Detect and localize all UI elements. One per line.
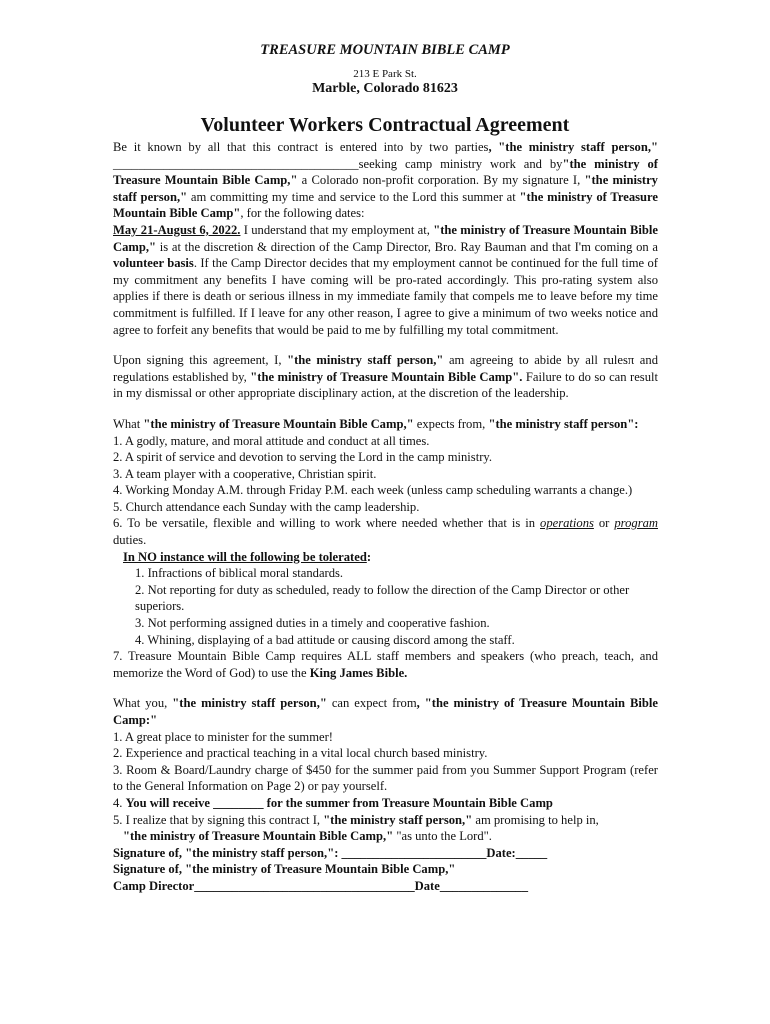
camp-dates: May 21-August 6, 2022. — [113, 222, 241, 237]
contract-body — [113, 139, 658, 895]
provides-heading: What you, "the ministry staff person," can expect from, "the ministry of Treasure Mountain Bible Camp:" — [113, 696, 658, 727]
list-item: 3. A team player with a cooperative, Christian spirit. — [113, 466, 377, 481]
list-item: 1. Infractions of biblical moral standards. — [135, 566, 344, 581]
list-item: 7. Treasure Mountain Bible Camp requires ALL staff members and speakers (who preach, teach, and memorize the Word of God) to use the King James Bible. — [113, 649, 658, 680]
not-tolerated-heading: In NO instance will the following be tolerated: — [123, 549, 372, 564]
street-address: 213 E Park St. — [353, 68, 417, 80]
list-item: 5. Church attendance each Sunday with the camp leadership. — [113, 499, 420, 514]
rules-paragraph: Upon signing this agreement, I, "the ministry staff person," am agreeing to abide by all rulesπ and regulations established by, "the ministry of Treasure Mountain Bible Camp". Failure to do so can result in my dismissal or other appropriate disciplinary action, at the discretion of the leadership. — [113, 353, 659, 401]
staff-signature-line[interactable]: Signature of, "the ministry staff person,": _______________________Date:_____ — [113, 845, 548, 860]
list-item: 6. To be versatile, flexible and willing to work where needed whether that is in operations or program duties. — [113, 516, 658, 548]
list-item: 4. Whining, displaying of a bad attitude or causing discord among the staff. — [135, 632, 515, 647]
intro-paragraph: Be it known by all that this contract is entered into by two parties, "the ministry staff person," _______________________________________seeking camp ministry work and by"the ministry of Treasure Mountain Bible Camp," a Colorado non-profit corporation. By my signature I, "the ministry staff person," am committing my time and service to the Lord this summer at "the ministry of Treasure Mountain Bible Camp", for the following dates: — [113, 140, 658, 221]
list-item: 1. A great place to minister for the summer! — [113, 729, 333, 744]
city-state-zip: Marble, Colorado 81623 — [312, 81, 458, 96]
list-item: 1. A godly, mature, and moral attitude and conduct at all times. — [113, 433, 430, 448]
org-name: TREASURE MOUNTAIN BIBLE CAMP — [260, 42, 510, 58]
dates-paragraph: May 21-August 6, 2022. I understand that my employment at, "the ministry of Treasure Mountain Bible Camp," is at the discretion & direction of the Camp Director, Bro. Ray Bauman and that I'm coming on a volunteer basis. If the Camp Director decides that my employment cannot be continued for the full time of my commitment any benefits I have coming will be pro-rated accordingly. This pro-rating system also applies if there is death or serious illness in my immediate family that compels me to leave before my time commitment is fulfilled. If I leave for any other reason, I agree to give a minimum of two weeks notice and agree to forfeit any benefits that would be paid to me by fulfilling my total commitment. — [113, 222, 658, 337]
list-item: 5. I realize that by signing this contract I, "the ministry staff person," am promising to help in, — [113, 812, 599, 827]
list-item: 2. Not reporting for duty as scheduled, ready to follow the direction of the Camp Director or other superiors. — [135, 582, 630, 614]
document-title: Volunteer Workers Contractual Agreement — [200, 114, 570, 136]
list-item: 3. Not performing assigned duties in a timely and cooperative fashion. — [135, 616, 490, 631]
list-item: 2. Experience and practical teaching in a vital local church based ministry. — [113, 746, 488, 761]
expects-heading: What "the ministry of Treasure Mountain Bible Camp," expects from, "the ministry staff person": — [113, 416, 639, 431]
list-item-continuation: "the ministry of Treasure Mountain Bible Camp," "as unto the Lord". — [123, 829, 492, 844]
list-item: 3. Room & Board/Laundry charge of $450 for the summer paid from you Summer Support Program (refer to the General Information on Page 2) or pay yourself. — [113, 762, 658, 794]
list-item: 2. A spirit of service and devotion to serving the Lord in the camp ministry. — [113, 450, 493, 465]
camp-director-signature-line[interactable]: Camp Director___________________________________Date______________ — [113, 878, 528, 893]
list-item: 4. You will receive ________ for the summer from Treasure Mountain Bible Camp — [113, 795, 553, 810]
list-item: 4. Working Monday A.M. through Friday P.M. each week (unless camp scheduling warrants a change.) — [113, 483, 633, 498]
camp-signature-line: Signature of, "the ministry of Treasure Mountain Bible Camp," — [113, 862, 456, 877]
